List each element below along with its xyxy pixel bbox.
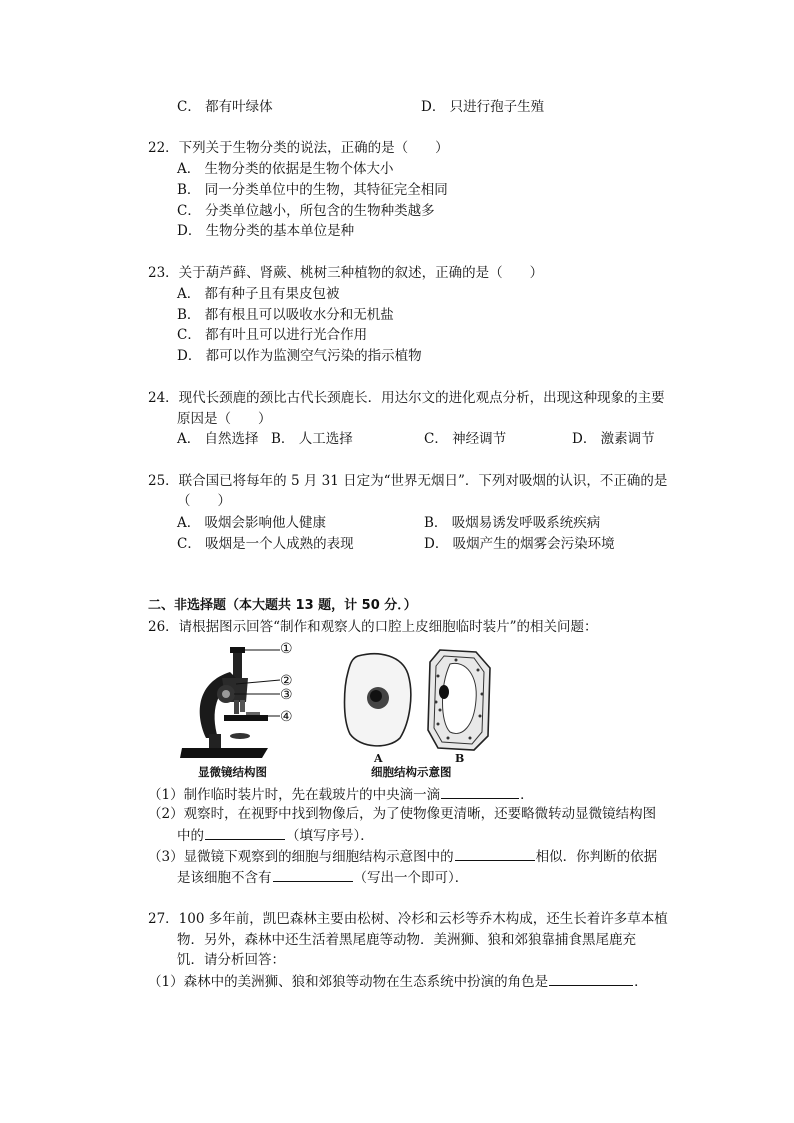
answer-blank[interactable] xyxy=(205,826,285,840)
q25-option-d: D． 吸烟产生的烟雾会污染环境 xyxy=(424,536,615,552)
q22-stem: 22．下列关于生物分类的说法，正确的是（ ） xyxy=(148,140,449,156)
q23-option-d: D． 都可以作为监测空气污染的指示植物 xyxy=(177,348,422,364)
q26-part2-line2: 中的 （填写序号）． xyxy=(177,828,374,844)
q24-stem-line1: 24．现代长颈鹿的颈比古代长颈鹿长．用达尔文的进化观点分析，出现这种现象的主要 xyxy=(148,390,665,406)
cell-b-label: B xyxy=(455,752,465,765)
q25-option-b: B． 吸烟易诱发呼吸系统疾病 xyxy=(424,515,601,531)
q22-option-d: D． 生物分类的基本单位是种 xyxy=(177,223,355,239)
q24-option-a: A． 自然选择 xyxy=(177,431,259,447)
q24-option-c: C． 神经调节 xyxy=(424,431,507,447)
q27-part1: （1）森林中的美洲狮、狼和郊狼等动物在生态系统中扮演的角色是 ． xyxy=(148,974,648,990)
micro-label-2: ② xyxy=(280,673,293,689)
q23-option-a: A． 都有种子且有果皮包被 xyxy=(177,286,340,302)
section2-title: 二、非选择题（本大题共 13 题，计 50 分．） xyxy=(148,598,417,613)
q26-part1: （1）制作临时装片时，先在载玻片的中央滴一滴 ． xyxy=(148,787,534,803)
animal-cell-figure xyxy=(340,650,416,750)
q24-stem-line2: 原因是（ ） xyxy=(177,411,272,427)
q26-part2-line1: （2）观察时，在视野中找到物像后，为了使物像更清晰，还要略微转动显微镜结构图 xyxy=(148,806,657,822)
answer-blank[interactable] xyxy=(273,868,353,882)
q24-option-b: B． 人工选择 xyxy=(271,431,353,447)
plant-cell-figure xyxy=(426,646,492,752)
micro-label-4: ④ xyxy=(280,709,293,725)
q25-stem-line1: 25．联合国已将每年的 5 月 31 日定为“世界无烟日”．下列对吸烟的认识，不正确的是 xyxy=(148,473,668,489)
q22-option-a: A． 生物分类的依据是生物个体大小 xyxy=(177,161,394,177)
q25-option-c: C． 吸烟是一个人成熟的表现 xyxy=(177,536,354,552)
answer-blank[interactable] xyxy=(549,972,633,986)
q23-option-b: B． 都有根且可以吸收水分和无机盐 xyxy=(177,307,394,323)
q22-option-b: B． 同一分类单位中的生物，其特征完全相同 xyxy=(177,182,448,198)
q25-option-a: A． 吸烟会影响他人健康 xyxy=(177,515,327,531)
q22-option-c: C． 分类单位越小，所包含的生物种类越多 xyxy=(177,203,435,219)
micro-caption: 显微镜结构图 xyxy=(198,765,267,779)
q23-option-c: C． 都有叶且可以进行光合作用 xyxy=(177,327,368,343)
q21-option-d: D． 只进行孢子生殖 xyxy=(421,99,545,115)
q26-part3-line2: 是该细胞不含有 （写出一个即可）． xyxy=(177,870,469,886)
q27-stem-line1: 27．100 多年前，凯巴森林主要由松树、冷杉和云杉等乔木构成，还生长着许多草本植 xyxy=(148,911,668,927)
answer-blank[interactable] xyxy=(441,785,519,799)
q25-stem-line2: （ ） xyxy=(177,493,231,509)
q26-part3-line1: （3）显微镜下观察到的细胞与细胞结构示意图中的 相似．你判断的依据 xyxy=(148,849,658,865)
cell-a-label: A xyxy=(374,752,383,765)
micro-label-3: ③ xyxy=(280,687,293,703)
cell-caption: 细胞结构示意图 xyxy=(371,765,452,779)
q21-option-c: C． 都有叶绿体 xyxy=(177,99,273,115)
answer-blank[interactable] xyxy=(455,847,535,861)
q27-stem-line3: 饥．请分析回答： xyxy=(177,952,285,968)
q26-stem: 26．请根据图示回答“制作和观察人的口腔上皮细胞临时装片”的相关问题： xyxy=(148,619,598,635)
q27-stem-line2: 物．另外，森林中还生活着黑尾鹿等动物．美洲狮、狼和郊狼靠捕食黑尾鹿充 xyxy=(177,932,636,948)
q24-option-d: D． 激素调节 xyxy=(572,431,655,447)
q23-stem: 23．关于葫芦藓、肾蕨、桃树三种植物的叙述，正确的是（ ） xyxy=(148,265,544,281)
micro-label-1: ① xyxy=(280,641,293,657)
